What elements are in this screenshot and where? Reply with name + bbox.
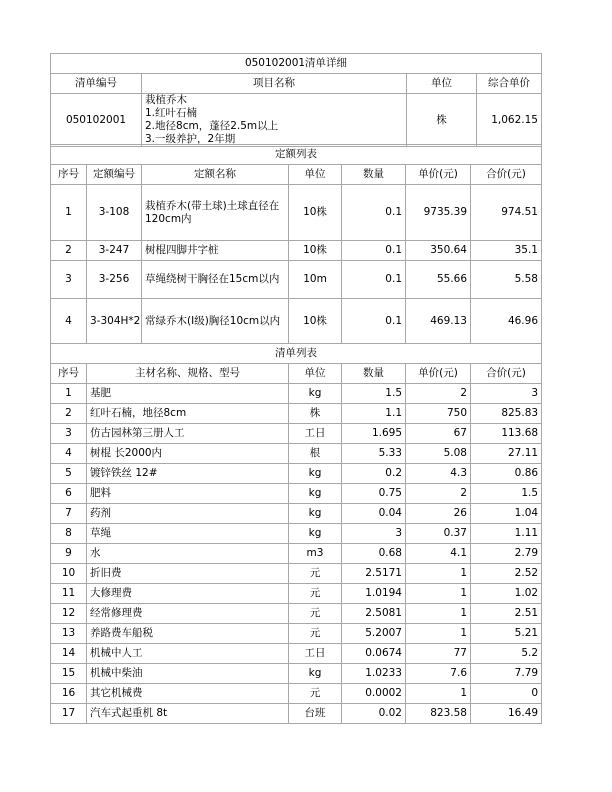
row-unit: 元 (289, 564, 342, 584)
row-total: 35.1 (471, 241, 542, 261)
row-price: 26 (406, 504, 471, 524)
row-total: 1.11 (471, 524, 542, 544)
row-qty: 0.1 (342, 261, 406, 299)
row-no: 4 (51, 444, 87, 464)
row-name: 红叶石楠，地径8cm (87, 404, 289, 424)
bill-header-table (50, 53, 542, 147)
table-row (51, 624, 542, 644)
row-qty: 0.75 (342, 484, 406, 504)
col-item-name: 项目名称 (142, 74, 407, 94)
row-qty: 0.1 (342, 185, 406, 241)
col-total: 合价(元) (471, 165, 542, 185)
materials-header-row (51, 364, 542, 384)
row-no: 6 (51, 484, 87, 504)
row-unit: 株 (289, 404, 342, 424)
materials-section-title: 清单列表 (51, 344, 542, 364)
row-no: 4 (51, 299, 87, 344)
row-price: 469.13 (406, 299, 471, 344)
table-row (51, 384, 542, 404)
row-no: 1 (51, 185, 87, 241)
item-desc-line: 3.一级养护，2年期 (145, 133, 236, 145)
table-row (51, 524, 542, 544)
row-no: 17 (51, 704, 87, 724)
row-price: 1 (406, 604, 471, 624)
col-unit: 单位 (289, 165, 342, 185)
row-qty: 0.1 (342, 241, 406, 261)
row-total: 7.79 (471, 664, 542, 684)
row-unit: 元 (289, 624, 342, 644)
row-unit: 工日 (289, 644, 342, 664)
row-total: 16.49 (471, 704, 542, 724)
row-name: 树棍四脚井字桩 (142, 241, 289, 261)
table-row (51, 504, 542, 524)
materials-table (50, 343, 542, 724)
row-qty: 0.04 (342, 504, 406, 524)
table-row (51, 604, 542, 624)
col-qty: 数量 (342, 364, 406, 384)
row-qty: 1.5 (342, 384, 406, 404)
table-row (51, 404, 542, 424)
row-name: 经常修理费 (87, 604, 289, 624)
col-quota-code: 定额编号 (87, 165, 142, 185)
quota-section-title: 定额列表 (51, 145, 542, 165)
row-name: 常绿乔木(I级)胸径10cm以内 (142, 299, 289, 344)
row-total: 3 (471, 384, 542, 404)
row-price: 1 (406, 584, 471, 604)
row-no: 15 (51, 664, 87, 684)
row-name: 栽植乔木(带土球)土球直径在120cm内 (142, 185, 289, 241)
row-name: 草绳 (87, 524, 289, 544)
row-qty: 0.1 (342, 299, 406, 344)
col-unit: 单位 (407, 74, 477, 94)
row-name: 其它机械费 (87, 684, 289, 704)
row-name: 肥料 (87, 484, 289, 504)
bill-title: 050102001清单详细 (51, 54, 542, 74)
row-total: 46.96 (471, 299, 542, 344)
row-total: 2.79 (471, 544, 542, 564)
row-name: 机械中人工 (87, 644, 289, 664)
row-price: 350.64 (406, 241, 471, 261)
row-no: 13 (51, 624, 87, 644)
row-price: 5.08 (406, 444, 471, 464)
row-code: 3-256 (87, 261, 142, 299)
row-total: 5.21 (471, 624, 542, 644)
row-unit: kg (289, 664, 342, 684)
col-no: 序号 (51, 165, 87, 185)
row-qty: 2.5081 (342, 604, 406, 624)
row-total: 5.2 (471, 644, 542, 664)
row-total: 27.11 (471, 444, 542, 464)
col-quota-name: 定额名称 (142, 165, 289, 185)
col-unit-price: 综合单价 (477, 74, 542, 94)
table-row (51, 544, 542, 564)
row-name: 仿古园林第三册人工 (87, 424, 289, 444)
bill-unit-price: 1,062.15 (477, 94, 542, 147)
row-qty: 0.02 (342, 704, 406, 724)
row-no: 3 (51, 424, 87, 444)
materials-body (51, 384, 542, 724)
row-name: 机械中柴油 (87, 664, 289, 684)
row-unit: kg (289, 464, 342, 484)
table-row (51, 424, 542, 444)
row-total: 5.58 (471, 261, 542, 299)
row-name: 草绳绕树干胸径在15cm以内 (142, 261, 289, 299)
row-unit: 10m (289, 261, 342, 299)
table-row (51, 299, 542, 344)
row-unit: 元 (289, 584, 342, 604)
bill-unit: 株 (407, 94, 477, 147)
row-unit: 10株 (289, 299, 342, 344)
item-desc-line: 1.红叶石楠 (145, 107, 198, 119)
col-price: 单价(元) (406, 165, 471, 185)
row-unit: m3 (289, 544, 342, 564)
quota-header-row (51, 165, 542, 185)
row-name: 养路费车船税 (87, 624, 289, 644)
row-name: 汽车式起重机 8t (87, 704, 289, 724)
row-price: 67 (406, 424, 471, 444)
row-unit: 元 (289, 684, 342, 704)
row-price: 823.58 (406, 704, 471, 724)
item-desc-line: 栽植乔木 (145, 94, 187, 106)
row-total: 2.51 (471, 604, 542, 624)
row-price: 1 (406, 684, 471, 704)
table-row (51, 684, 542, 704)
row-total: 825.83 (471, 404, 542, 424)
col-no: 序号 (51, 364, 87, 384)
col-bill-code: 清单编号 (51, 74, 142, 94)
row-total: 0 (471, 684, 542, 704)
row-name: 水 (87, 544, 289, 564)
row-price: 4.1 (406, 544, 471, 564)
row-no: 8 (51, 524, 87, 544)
table-row (51, 185, 542, 241)
table-row (51, 664, 542, 684)
row-no: 5 (51, 464, 87, 484)
row-qty: 5.2007 (342, 624, 406, 644)
row-price: 2 (406, 384, 471, 404)
row-name: 树棍 长2000内 (87, 444, 289, 464)
col-qty: 数量 (342, 165, 406, 185)
row-qty: 1.1 (342, 404, 406, 424)
row-total: 1.02 (471, 584, 542, 604)
row-price: 77 (406, 644, 471, 664)
row-unit: 台班 (289, 704, 342, 724)
row-no: 12 (51, 604, 87, 624)
table-row (51, 261, 542, 299)
row-code: 3-108 (87, 185, 142, 241)
row-price: 1 (406, 624, 471, 644)
row-no: 2 (51, 241, 87, 261)
row-code: 3-304H*2 (87, 299, 142, 344)
row-no: 14 (51, 644, 87, 664)
table-row (51, 564, 542, 584)
row-unit: kg (289, 524, 342, 544)
item-description (142, 94, 407, 147)
row-no: 3 (51, 261, 87, 299)
bill-code: 050102001 (51, 94, 142, 147)
col-price: 单价(元) (406, 364, 471, 384)
row-no: 7 (51, 504, 87, 524)
row-qty: 0.0002 (342, 684, 406, 704)
row-price: 4.3 (406, 464, 471, 484)
row-total: 974.51 (471, 185, 542, 241)
row-price: 1 (406, 564, 471, 584)
row-qty: 1.0194 (342, 584, 406, 604)
row-no: 10 (51, 564, 87, 584)
row-name: 大修理费 (87, 584, 289, 604)
row-unit: kg (289, 384, 342, 404)
row-qty: 1.695 (342, 424, 406, 444)
table-row (51, 644, 542, 664)
row-price: 7.6 (406, 664, 471, 684)
row-name: 药剂 (87, 504, 289, 524)
row-no: 1 (51, 384, 87, 404)
row-unit: 10株 (289, 241, 342, 261)
row-no: 11 (51, 584, 87, 604)
row-qty: 1.0233 (342, 664, 406, 684)
row-unit: kg (289, 504, 342, 524)
row-name: 镀锌铁丝 12# (87, 464, 289, 484)
table-row (51, 444, 542, 464)
row-unit: 10株 (289, 185, 342, 241)
table-row (51, 241, 542, 261)
row-total: 2.52 (471, 564, 542, 584)
row-unit: kg (289, 484, 342, 504)
row-total: 1.5 (471, 484, 542, 504)
row-total: 0.86 (471, 464, 542, 484)
row-no: 2 (51, 404, 87, 424)
row-total: 113.68 (471, 424, 542, 444)
row-qty: 0.68 (342, 544, 406, 564)
row-qty: 5.33 (342, 444, 406, 464)
row-name: 折旧费 (87, 564, 289, 584)
row-unit: 根 (289, 444, 342, 464)
table-row (51, 484, 542, 504)
row-qty: 0.0674 (342, 644, 406, 664)
row-qty: 2.5171 (342, 564, 406, 584)
row-price: 750 (406, 404, 471, 424)
row-code: 3-247 (87, 241, 142, 261)
row-no: 16 (51, 684, 87, 704)
row-total: 1.04 (471, 504, 542, 524)
row-qty: 3 (342, 524, 406, 544)
row-price: 0.37 (406, 524, 471, 544)
quota-table (50, 144, 542, 344)
table-row (51, 464, 542, 484)
row-price: 55.66 (406, 261, 471, 299)
col-material-name: 主材名称、规格、型号 (87, 364, 289, 384)
row-unit: 元 (289, 604, 342, 624)
row-name: 基肥 (87, 384, 289, 404)
row-qty: 0.2 (342, 464, 406, 484)
col-total: 合价(元) (471, 364, 542, 384)
row-unit: 工日 (289, 424, 342, 444)
col-unit: 单位 (289, 364, 342, 384)
row-price: 2 (406, 484, 471, 504)
table-row (51, 704, 542, 724)
item-desc-line: 2.地径8cm，蓬径2.5m以上 (145, 120, 279, 132)
table-row (51, 584, 542, 604)
row-price: 9735.39 (406, 185, 471, 241)
row-no: 9 (51, 544, 87, 564)
